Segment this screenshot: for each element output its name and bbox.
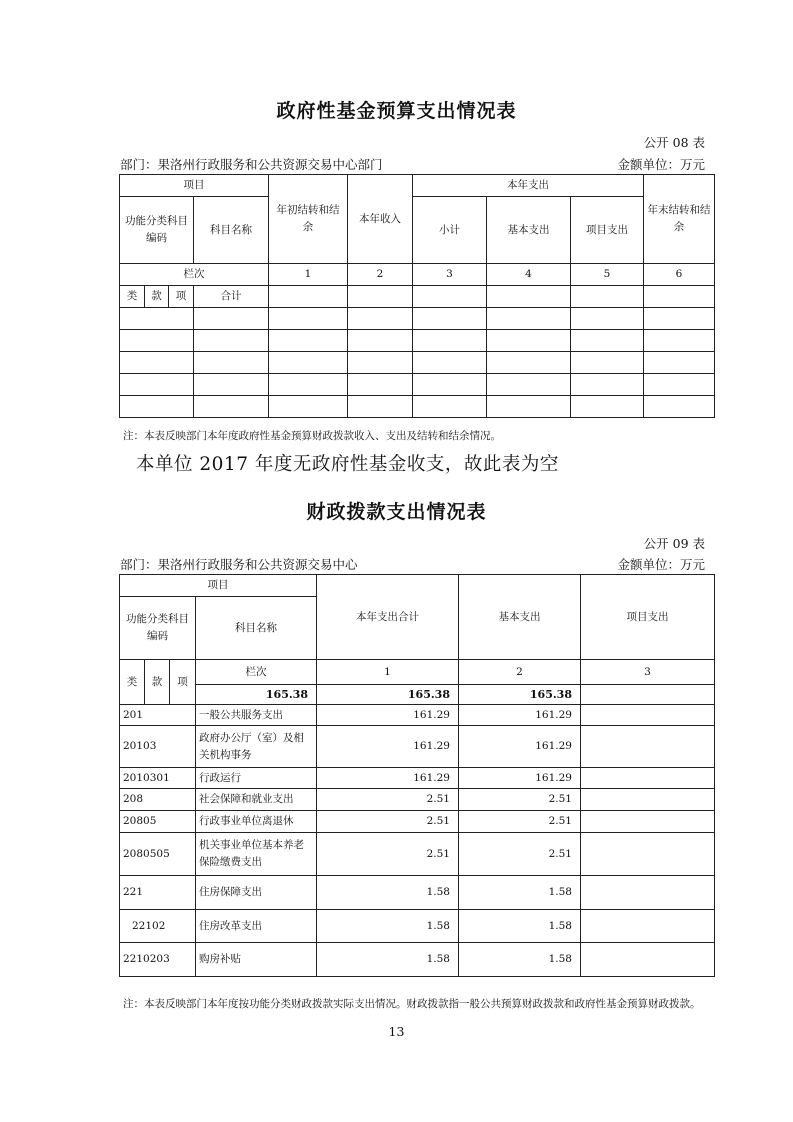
row-name: 行政事业单位离退休: [196, 811, 317, 833]
table1: [119, 174, 715, 418]
t1-col-no-1: 1: [269, 264, 348, 286]
table2-title: 财政拨款支出情况表: [306, 501, 487, 523]
row-name: 住房保障支出: [196, 876, 317, 910]
t1-col-no-3: 3: [413, 264, 487, 286]
page-number: 13: [388, 1024, 405, 1039]
row-total: 2.51: [317, 789, 459, 811]
t2-header-lei: 类: [120, 660, 145, 705]
row-code: 20805: [120, 811, 196, 833]
t1-col-no-5: 5: [571, 264, 644, 286]
row-code: 208: [120, 789, 196, 811]
table-row: [120, 352, 715, 374]
table1-unit: 金额单位：万元: [617, 157, 705, 172]
row-code: 2210203: [120, 943, 196, 977]
row-total: 1.58: [317, 910, 459, 943]
table-row: [120, 811, 715, 833]
table1-code: 公开 08 表: [643, 135, 705, 150]
row-name: 一般公共服务支出: [196, 705, 317, 726]
table-row: [120, 876, 715, 910]
t2-header-total: 本年支出合计: [317, 575, 459, 660]
row-basic: 2.51: [459, 811, 581, 833]
table1-title: 政府性基金预算支出情况表: [276, 100, 517, 122]
table1-note: 注：本表反映部门本年度政府性基金预算财政拨款收入、支出及结转和结余情况。: [123, 430, 501, 442]
row-basic: 2.51: [459, 789, 581, 811]
t2-header-project: 项目支出: [581, 575, 715, 660]
row-code: 2010301: [120, 768, 196, 789]
row-code: 22102: [120, 910, 196, 943]
table-row: [120, 726, 715, 768]
t2-col-no-1: 1: [317, 660, 459, 685]
table-row: [120, 943, 715, 977]
t1-header-kuan: 款: [145, 286, 169, 308]
table-row: [120, 705, 715, 726]
row-basic: 2.51: [459, 833, 581, 876]
t1-total-label: 合计: [194, 286, 269, 308]
table2-dept: 部门：果洛州行政服务和公共资源交易中心: [120, 557, 358, 572]
table2: [119, 574, 715, 977]
table-row: [120, 768, 715, 789]
t1-header-project: 项目支出: [571, 197, 644, 264]
table1-dept: 部门：果洛州行政服务和公共资源交易中心部门: [120, 157, 383, 172]
t2-header-func-code: 功能分类科目编码: [120, 597, 196, 660]
row-basic: 161.29: [459, 726, 581, 768]
t1-header-func-code: 功能分类科目编码: [120, 197, 194, 264]
t1-col-no-2: 2: [348, 264, 413, 286]
table-row: [120, 789, 715, 811]
t2-total-total: 165.38: [317, 685, 459, 705]
row-name: 行政运行: [196, 768, 317, 789]
row-name: 社会保障和就业支出: [196, 789, 317, 811]
row-name: 购房补贴: [196, 943, 317, 977]
t2-row-no-label: 栏次: [196, 660, 317, 685]
table2-note: 注：本表反映部门本年度按功能分类财政拨款实际支出情况。财政拨款指一般公共预算财政拨款和政府性基金预算财政拨款。: [123, 998, 701, 1010]
row-total: 161.29: [317, 768, 459, 789]
row-total: 161.29: [317, 726, 459, 768]
row-code: 20103: [120, 726, 196, 768]
t1-header-xiang: 项: [169, 286, 194, 308]
t2-total-basic: 165.38: [459, 685, 581, 705]
t2-col-no-3: 3: [581, 660, 715, 685]
t1-header-income: 本年收入: [348, 175, 413, 264]
row-code: 201: [120, 705, 196, 726]
table2-code: 公开 09 表: [643, 536, 705, 551]
table-row: [120, 833, 715, 876]
t1-header-lei: 类: [120, 286, 145, 308]
t2-header-subject: 科目名称: [196, 597, 317, 660]
row-basic: 1.58: [459, 876, 581, 910]
row-name: 政府办公厅（室）及相关机构事务: [196, 726, 317, 768]
t1-header-item: 项目: [120, 175, 269, 197]
table-row: [120, 910, 715, 943]
t1-col-no-4: 4: [487, 264, 571, 286]
t1-header-end-balance: 年末结转和结余: [644, 175, 715, 264]
t1-header-subject: 科目名称: [194, 197, 269, 264]
row-basic: 161.29: [459, 705, 581, 726]
table1-statement: 本单位 2017 年度无政府性基金收支，故此表为空: [136, 454, 559, 475]
t2-header-kuan: 款: [145, 660, 170, 705]
row-total: 2.51: [317, 811, 459, 833]
table2-unit: 金额单位：万元: [617, 557, 705, 572]
t1-header-basic: 基本支出: [487, 197, 571, 264]
row-total: 1.58: [317, 943, 459, 977]
t2-header-xiang: 项: [170, 660, 196, 705]
row-total: 2.51: [317, 833, 459, 876]
table-row: [120, 396, 715, 418]
row-basic: 1.58: [459, 910, 581, 943]
t1-header-expense: 本年支出: [413, 175, 644, 197]
t1-header-begin-balance: 年初结转和结余: [269, 175, 348, 264]
t1-header-subtotal: 小计: [413, 197, 487, 264]
table-row: [120, 330, 715, 352]
row-code: 221: [120, 876, 196, 910]
row-total: 1.58: [317, 876, 459, 910]
table-row: [120, 374, 715, 396]
t2-header-basic: 基本支出: [459, 575, 581, 660]
t1-row-no-label: 栏次: [120, 264, 269, 286]
row-basic: 161.29: [459, 768, 581, 789]
totals-row: [120, 685, 715, 705]
t1-col-no-6: 6: [644, 264, 715, 286]
row-total: 161.29: [317, 705, 459, 726]
t2-col-no-2: 2: [459, 660, 581, 685]
t2-total-subject: 165.38: [196, 685, 317, 705]
table-row: [120, 308, 715, 330]
row-code: 2080505: [120, 833, 196, 876]
row-name: 机关事业单位基本养老保险缴费支出: [196, 833, 317, 876]
row-basic: 1.58: [459, 943, 581, 977]
row-name: 住房改革支出: [196, 910, 317, 943]
t2-header-item: 项目: [120, 575, 317, 597]
